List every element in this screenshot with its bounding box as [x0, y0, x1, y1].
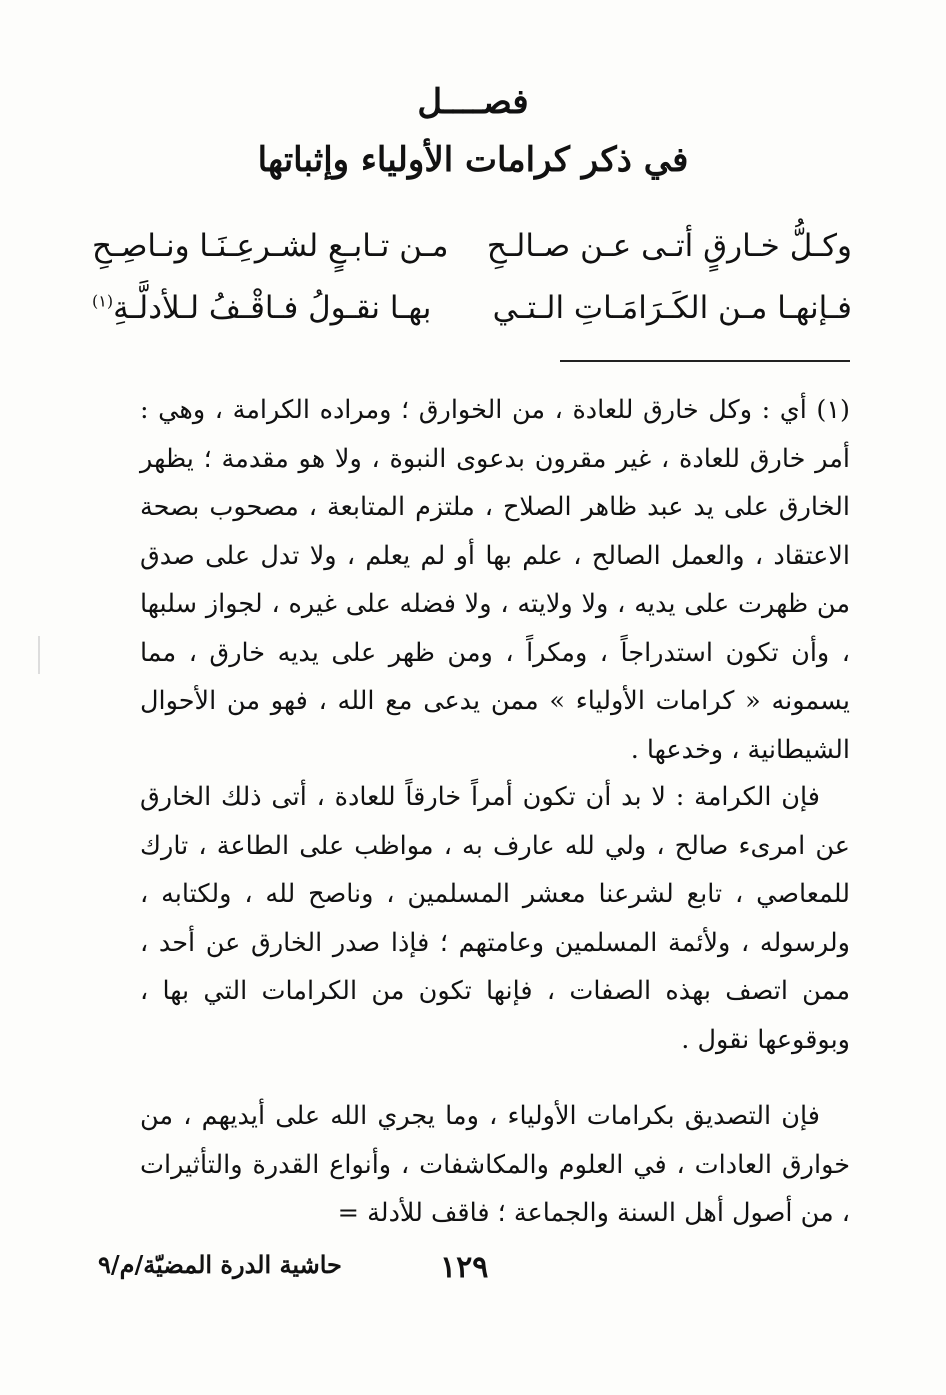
- commentary-text: فإن الكرامة : لا بد أن تكون أمراً خارقاً للعادة ، أتى ذلك الخارق عن امرىء صالح ، ولي لله عارف به ، مواظب على الطاعة ، تارك للمعاصي ، تابع لشرعنا معشر المسلمين ، وناصح لله ، ولكتابه ، ولرسوله ، ولأئمة المسلمين وعامتهم ؛ فإذا صدر الخارق عن أحد ، ممن اتصف بهذه الصفات ، فإنها تكون من الكرامات التي بها ، وبوقوعها نقول .: [140, 782, 850, 1055]
- verse-line: [92, 290, 852, 340]
- running-title: حاشية الدرة المضيّة/م/٩: [98, 1250, 342, 1279]
- section-heading: فصــــل: [417, 82, 529, 122]
- scan-speck: [38, 636, 40, 674]
- footnote-paragraph: (١) أي : وكل خارق للعادة ، من الخوارق ؛ ومراده الكرامة ، وهي : أمر خارق للعادة ، غير مقرون بدعوى النبوة ، ولا هو مقدمة ؛ يظهر الخارق على يد عبد ظاهر الصلاح ، ملتزم المتابعة ، مصحوب بصحة الاعتقاد ، والعمل الصالح ، علم بها أو لم يعلم ، ولا تدل على صدق من ظهرت على يديه ، ولا ولايته ، ولا فضله على غيره ، لجواز سلبها ، وأن تكون استدراجاً ، ومكراً ، ومن ظهر على يديه خارق ، مما يسمونه « كرامات الأولياء » ممن يدعى مع الله ، فهو من الأحوال الشيطانية ، وخدعها .: [140, 395, 850, 765]
- verse-line: [92, 228, 852, 278]
- footnote-marker: (١): [92, 291, 114, 311]
- verse-second-hemistich: مـن تـابـعٍ لشـرعِـنَـا ونـاصِـحِ: [92, 228, 449, 264]
- verse-second-text: بهـا نقـولُ فـاقْـفُ لـلأدلَّـةِ: [113, 290, 432, 326]
- section-subtitle: في ذكر كرامات الأولياء وإثباتها: [257, 140, 689, 180]
- commentary-paragraph: [140, 1092, 850, 1238]
- verse-second-hemistich: [92, 290, 431, 326]
- page-number: ١٢٩: [440, 1250, 489, 1285]
- footnote-divider: [560, 360, 850, 362]
- verse-first-hemistich: وكـلُّ خـارقٍ أتـى عـن صـالـحِ: [486, 228, 852, 264]
- commentary-text: فإن التصديق بكرامات الأولياء ، وما يجري الله على أيديهم ، من خوارق العادات ، في العلوم والمكاشفات ، وأنواع القدرة والتأثيرات ، من أصول أهل السنة والجماعة ؛ فاقف للأدلة =: [140, 1101, 851, 1228]
- verse-first-hemistich: فـإنهـا مـن الكَـرَامَـاتِ الـتـي: [492, 290, 852, 326]
- commentary-paragraph: [140, 773, 850, 1064]
